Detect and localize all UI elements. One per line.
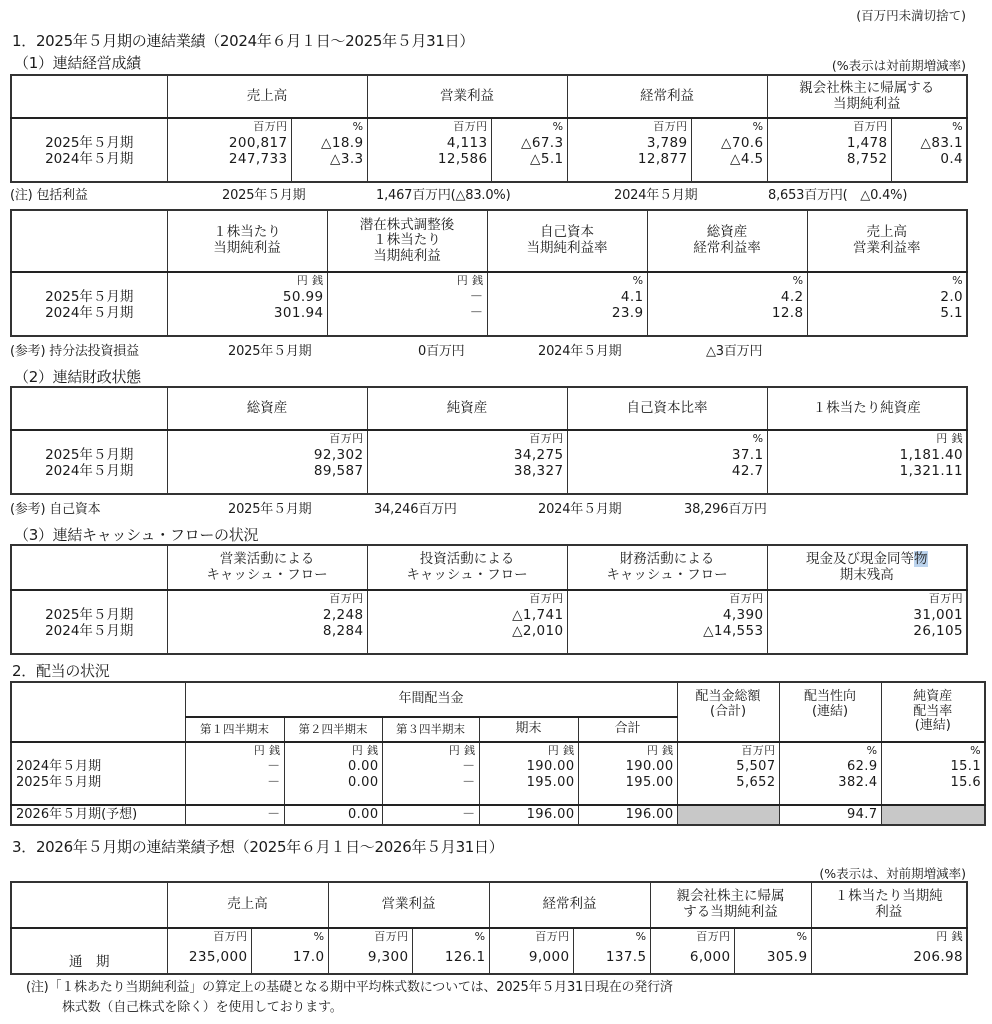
header-line: する当期純利益: [683, 904, 778, 920]
value: △70.6: [721, 135, 764, 151]
value: 37.1: [731, 447, 764, 463]
header-line: １株当たり当期純: [834, 888, 943, 905]
header-line: 期末残高: [839, 566, 894, 583]
col-header-net-assets: 純資産: [367, 387, 567, 430]
cell-equity-ratio: [567, 430, 767, 494]
value: 235,000: [188, 949, 248, 965]
col-header-year-end: 期末: [479, 717, 578, 742]
value: 305.9: [766, 949, 808, 965]
financial-position-title: （2）連結財政状態: [14, 368, 141, 386]
value: 12.8: [771, 305, 804, 321]
header-line: 当期純利益: [373, 247, 441, 264]
cell-ordinary-income: [489, 928, 573, 974]
unit-label: %: [552, 120, 564, 133]
value: △14,553: [703, 623, 764, 639]
value: △2,010: [512, 623, 564, 639]
cell-eps: [811, 928, 967, 974]
col-header-total-assets: 総資産: [167, 387, 367, 430]
equity-note-period2: 2024年５月期: [538, 502, 622, 517]
cell-total: 196.00: [578, 805, 677, 825]
cell-payout-ratio: [779, 742, 881, 805]
unit-label: %: [792, 274, 804, 287]
cell-net-income: [650, 928, 734, 974]
per-share-table: [10, 209, 968, 337]
header-line: キャッシュ・フロー: [406, 566, 528, 583]
cell-financing-cf: [567, 590, 767, 654]
value: 190.00: [526, 759, 575, 774]
col-header-net-income: [650, 882, 811, 928]
equity-method-period1: 2025年５月期: [228, 344, 312, 359]
value: △67.3: [521, 135, 564, 151]
table-row: [11, 118, 967, 182]
unit-label: %: [952, 120, 963, 133]
unit-label: %: [866, 744, 878, 757]
value: 92,302: [313, 447, 364, 463]
operating-results-table: [10, 74, 968, 183]
value: 9,300: [367, 949, 409, 965]
row-labels: [11, 430, 167, 494]
header-line: １株当たり: [213, 224, 281, 241]
cell-q1: [185, 742, 284, 805]
col-header-ordinary-income: 経常利益: [489, 882, 650, 928]
header-line: 経常利益率: [693, 240, 761, 256]
unit-label: 百万円: [928, 592, 963, 605]
cell-doe-shaded: [881, 805, 985, 825]
cash-flows-title: （3）連結キャッシュ・フローの状況: [14, 526, 259, 544]
header-line: 売上高: [866, 224, 907, 241]
cell-q3: [382, 742, 479, 805]
value: △18.9: [321, 135, 364, 151]
value: 1,321.11: [899, 463, 963, 479]
value: －: [267, 759, 281, 774]
value: 34,275: [513, 447, 564, 463]
cell-ordinary-income-pct: [691, 118, 767, 182]
cell-sales-pct: [291, 118, 367, 182]
value: △4.5: [730, 151, 764, 167]
row-label: 2025年５月期: [16, 775, 102, 790]
unit-label: 円 銭: [936, 930, 963, 943]
forecast-table: [10, 881, 968, 975]
value: 206.98: [913, 949, 963, 965]
col-header-roe: [487, 210, 647, 272]
col-header-operating-income: 営業利益: [367, 75, 567, 118]
unit-label: 百万円: [729, 592, 764, 605]
value: 1,478: [846, 135, 888, 151]
row-label: 2024年５月期: [45, 463, 134, 479]
value: 126.1: [444, 949, 486, 965]
value: 0.00: [347, 759, 379, 774]
col-header-annual-dividends: 年間配当金: [185, 682, 677, 717]
unit-label: 百万円: [653, 120, 688, 133]
unit-label: %: [752, 120, 764, 133]
header-line: 営業活動による: [219, 550, 315, 567]
unit-label: %: [313, 930, 325, 943]
forecast-note-line2: 株式数（自己株式を除く）を使用しております。: [62, 1000, 343, 1015]
value: 8,284: [322, 623, 364, 639]
value: 50.99: [282, 289, 324, 305]
cell-net-income-pct: [734, 928, 811, 974]
cell-q2: 0.00: [284, 805, 382, 825]
corner-cell: [11, 75, 167, 118]
cell-operating-income: [367, 118, 491, 182]
dividends-title: 2．配当の状況: [12, 662, 110, 680]
unit-note: (百万円未満切捨て): [856, 8, 966, 23]
header-line: 当期純利益: [213, 240, 281, 256]
value: 12,877: [637, 151, 688, 167]
header-line: (合計): [709, 703, 747, 719]
cell-total-dividends-shaded: [677, 805, 779, 825]
value: －: [462, 759, 476, 774]
cell-payout-ratio: 94.7: [779, 805, 881, 825]
value: 4,390: [722, 607, 764, 623]
value: 38,327: [513, 463, 564, 479]
equity-note-label: (参考) 自己資本: [10, 502, 101, 517]
col-header-sales: 売上高: [167, 75, 367, 118]
cell-q1: －: [185, 805, 284, 825]
unit-label: 百万円: [453, 120, 488, 133]
col-header-eps: [167, 210, 327, 272]
value: 3,789: [646, 135, 688, 151]
table-row: [11, 272, 967, 336]
cell-investing-cf: [367, 590, 567, 654]
row-label: 2025年５月期: [45, 447, 134, 463]
row-label: 2024年５月期: [45, 623, 134, 639]
unit-label: 百万円: [329, 592, 364, 605]
unit-label: 百万円: [253, 120, 288, 133]
cell-cash-equivalents: [767, 590, 967, 654]
value: 0.00: [347, 775, 379, 790]
row-labels: [11, 590, 167, 654]
col-header-net-income-line2: 当期純利益: [833, 95, 901, 112]
value: △3.3: [330, 151, 364, 167]
col-header-q1: 第１四半期末: [185, 717, 284, 742]
table-row: [11, 430, 967, 494]
equity-note-value2: 38,296百万円: [684, 502, 767, 517]
value: 8,752: [846, 151, 888, 167]
col-header-eps: [811, 882, 967, 928]
row-label: 2025年５月期: [45, 289, 134, 305]
unit-label: 百万円: [213, 930, 248, 943]
comprehensive-income-period1: 2025年５月期: [222, 188, 306, 203]
cell-sales-pct: [251, 928, 328, 974]
value: －: [462, 775, 476, 790]
value: 42.7: [731, 463, 764, 479]
col-header-equity-ratio: 自己資本比率: [567, 387, 767, 430]
header-line: 利益: [875, 904, 903, 920]
cell-diluted-eps: [327, 272, 487, 336]
value: 1,181.40: [899, 447, 963, 463]
header-line: 当期純利益率: [526, 240, 608, 256]
col-header-bps: １株当たり純資産: [767, 387, 967, 430]
forecast-pct-note: (%表示は、対前期増減率): [819, 866, 966, 881]
row-labels: [11, 118, 167, 182]
header-line: (連結): [914, 718, 951, 734]
cell-net-assets: [367, 430, 567, 494]
row-labels: [11, 272, 167, 336]
unit-label: %: [474, 930, 486, 943]
comprehensive-income-value2: 8,653百万円( △0.4%): [768, 188, 908, 203]
header-line: 配当金総額: [695, 688, 761, 704]
header-line: 現金及び現金同等: [806, 550, 914, 567]
unit-label: 百万円: [329, 432, 364, 445]
value: 9,000: [528, 949, 570, 965]
unit-label: 百万円: [529, 592, 564, 605]
row-label: 通 期: [11, 928, 167, 974]
row-label: 2025年５月期: [45, 135, 134, 151]
header-line: キャッシュ・フロー: [606, 566, 728, 583]
operating-results-pct-note: (%表示は対前期増減率): [831, 58, 966, 73]
equity-method-value1: 0百万円: [418, 344, 465, 359]
unit-label: 円 銭: [448, 744, 476, 757]
unit-label: %: [970, 744, 982, 757]
value: 2,248: [322, 607, 364, 623]
value: △83.1: [920, 135, 963, 151]
equity-method-value2: △3百万円: [706, 344, 763, 359]
unit-label: 円 銭: [936, 432, 963, 445]
unit-label: %: [952, 274, 963, 287]
value: 190.00: [625, 759, 674, 774]
unit-label: 円 銭: [547, 744, 575, 757]
equity-method-period2: 2024年５月期: [538, 344, 622, 359]
value: 195.00: [526, 775, 575, 790]
col-header-diluted-eps: [327, 210, 487, 272]
header-line: 純資産: [913, 688, 953, 704]
unit-label: %: [632, 274, 644, 287]
corner-cell: [11, 387, 167, 430]
header-line: 総資産: [706, 224, 748, 241]
value: 5,507: [736, 759, 776, 774]
cell-operating-income: [328, 928, 412, 974]
header-line: 潜在株式調整後: [359, 216, 455, 233]
row-label: 2024年５月期: [45, 151, 134, 167]
value: 137.5: [605, 949, 647, 965]
col-header-total: 合計: [578, 717, 677, 742]
col-header-ordinary-income: 経常利益: [567, 75, 767, 118]
cell-eps: [167, 272, 327, 336]
cell-total-assets: [167, 430, 367, 494]
cell-roe: [487, 272, 647, 336]
dividends-table: [10, 681, 986, 826]
equity-note-value1: 34,246百万円: [374, 502, 457, 517]
unit-label: 円 銭: [351, 744, 379, 757]
col-header-operating-cf: [167, 545, 367, 590]
unit-label: 百万円: [853, 120, 888, 133]
col-header-doe: [881, 682, 985, 742]
value: 31,001: [913, 607, 963, 623]
unit-label: %: [635, 930, 647, 943]
value: 301.94: [273, 305, 324, 321]
col-header-roa: [647, 210, 807, 272]
header-line: 投資活動による: [419, 550, 515, 567]
cell-operating-income-pct: [412, 928, 489, 974]
value: 6,000: [689, 949, 731, 965]
value: 4.2: [780, 289, 804, 305]
col-header-operating-income: 営業利益: [328, 882, 489, 928]
header-line: 親会社株主に帰属: [676, 888, 785, 905]
unit-label: 円 銭: [296, 274, 324, 287]
corner-cell: [11, 682, 185, 742]
cell-year-end: [479, 742, 578, 805]
header-line: 自己資本: [540, 224, 594, 241]
unit-label: 百万円: [374, 930, 409, 943]
value: 23.9: [611, 305, 644, 321]
table-row: [11, 742, 985, 805]
value: 15.6: [950, 775, 982, 790]
value: 2.0: [940, 289, 963, 305]
cash-flows-table: [10, 544, 968, 655]
row-label: 2024年５月期: [16, 759, 102, 774]
value: 15.1: [950, 759, 982, 774]
cell-operating-income-pct: [491, 118, 567, 182]
unit-label: 円 銭: [456, 274, 484, 287]
unit-label: 百万円: [535, 930, 570, 943]
cell-ordinary-income-pct: [573, 928, 650, 974]
value: 5.1: [940, 305, 963, 321]
header-line: 配当性向: [804, 688, 857, 704]
value: 195.00: [625, 775, 674, 790]
value: 89,587: [313, 463, 364, 479]
cell-q3: －: [382, 805, 479, 825]
unit-label: 百万円: [529, 432, 564, 445]
corner-cell: [11, 882, 167, 928]
equity-method-label: (参考) 持分法投資損益: [10, 344, 139, 359]
table-row: [11, 590, 967, 654]
value: △1,741: [512, 607, 564, 623]
header-line: 財務活動による: [619, 550, 715, 567]
corner-cell: [11, 545, 167, 590]
value: 4.1: [620, 289, 644, 305]
value: 200,817: [228, 135, 288, 151]
col-header-operating-margin: [807, 210, 967, 272]
col-header-q2: 第２四半期末: [284, 717, 382, 742]
col-header-payout-ratio: [779, 682, 881, 742]
unit-label: %: [752, 432, 764, 445]
unit-label: 円 銭: [253, 744, 281, 757]
header-line: (連結): [811, 703, 849, 719]
unit-label: 百万円: [696, 930, 731, 943]
row-label: 2025年５月期: [45, 607, 134, 623]
operating-results-title: （1）連結経営成績: [14, 54, 141, 72]
cell-ordinary-income: [567, 118, 691, 182]
col-header-net-income-line1: 親会社株主に帰属する: [799, 79, 935, 96]
cell-operating-cf: [167, 590, 367, 654]
col-header-net-income: [767, 75, 967, 118]
row-labels: [11, 742, 185, 805]
comprehensive-income-value1: 1,467百万円(△83.0%): [376, 188, 511, 203]
table-row: [11, 928, 967, 974]
cell-q2: [284, 742, 382, 805]
row-label: 2026年５月期(予想): [11, 805, 185, 825]
cell-net-income: [767, 118, 891, 182]
unit-label: 円 銭: [646, 744, 674, 757]
value: －: [469, 305, 484, 321]
value: 17.0: [292, 949, 325, 965]
value: 4,113: [446, 135, 488, 151]
cell-total: [578, 742, 677, 805]
col-header-q3: 第３四半期末: [382, 717, 479, 742]
value: 26,105: [913, 623, 963, 639]
cell-doe: [881, 742, 985, 805]
cell-operating-margin: [807, 272, 967, 336]
forecast-dividend-row: [11, 805, 985, 825]
row-label: 2024年５月期: [45, 305, 134, 321]
unit-label: 百万円: [741, 744, 776, 757]
cell-bps: [767, 430, 967, 494]
equity-note-period1: 2025年５月期: [228, 502, 312, 517]
cell-total-dividends: [677, 742, 779, 805]
value: △5.1: [530, 151, 564, 167]
cell-sales: [167, 928, 251, 974]
value: 5,652: [736, 775, 776, 790]
unit-label: %: [352, 120, 364, 133]
selected-text-highlight[interactable]: 物: [914, 550, 928, 567]
value: －: [469, 289, 484, 305]
forecast-note-line1: (注)「１株あたり当期純利益」の算定上の基礎となる期中平均株式数については、2025年５月31日現在の発行済: [26, 980, 673, 995]
comprehensive-income-label: (注) 包括利益: [10, 188, 88, 203]
value: －: [267, 775, 281, 790]
value: 0.4: [940, 151, 963, 167]
value: 382.4: [838, 775, 878, 790]
col-header-cash-equivalents: [767, 545, 967, 590]
cell-net-income-pct: [891, 118, 967, 182]
value: 12,586: [437, 151, 488, 167]
header-line: １株当たり: [373, 232, 441, 249]
financial-position-table: [10, 386, 968, 495]
col-header-financing-cf: [567, 545, 767, 590]
section1-title: 1．2025年５月期の連結業績（2024年６月１日～2025年５月31日）: [12, 32, 475, 50]
cell-sales: [167, 118, 291, 182]
cell-roa: [647, 272, 807, 336]
header-line: 配当率: [913, 703, 953, 719]
unit-label: %: [796, 930, 808, 943]
col-header-investing-cf: [367, 545, 567, 590]
cell-year-end: 196.00: [479, 805, 578, 825]
comprehensive-income-period2: 2024年５月期: [614, 188, 698, 203]
corner-cell: [11, 210, 167, 272]
value: 247,733: [228, 151, 288, 167]
value: 62.9: [846, 759, 878, 774]
col-header-sales: 売上高: [167, 882, 328, 928]
header-line: キャッシュ・フロー: [206, 566, 328, 583]
forecast-title: 3．2026年５月期の連結業績予想（2025年６月１日～2026年５月31日）: [12, 838, 504, 856]
header-line: 営業利益率: [853, 240, 921, 256]
col-header-total-dividends: [677, 682, 779, 742]
